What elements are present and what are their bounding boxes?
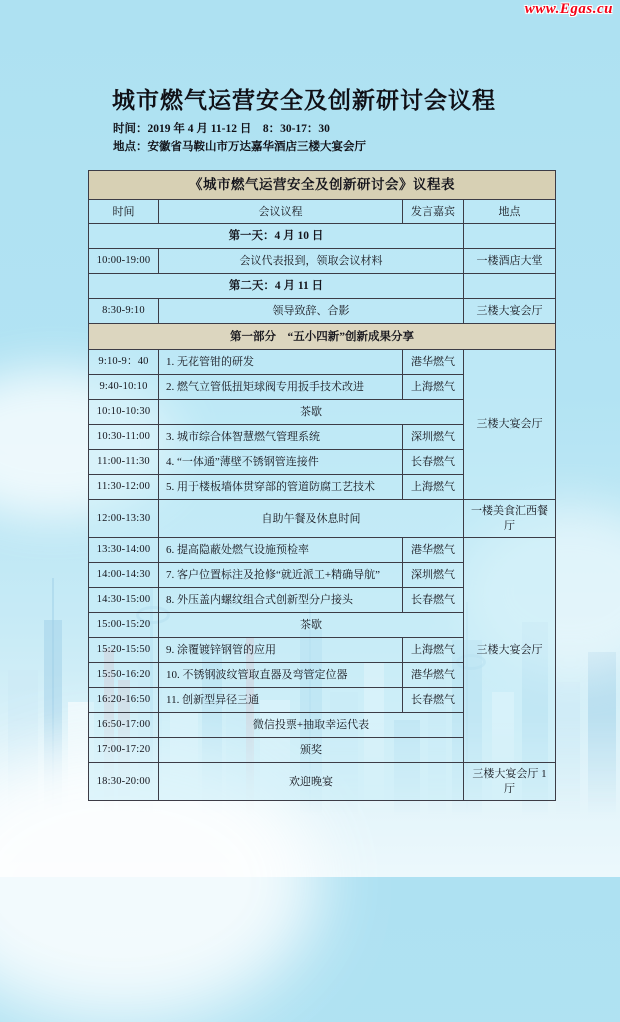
lunch-row [89,500,556,538]
time-cell: 9:10-9：40 [89,350,159,375]
agenda-cell: 2. 燃气立管低扭矩球阀专用扳手技术改进 [159,375,403,400]
location-cell-merged: 三楼大宴会厅 [464,350,556,500]
time-cell: 14:00-14:30 [89,563,159,588]
header-speaker: 发言嘉宾 [403,200,464,224]
day1-header-row [89,224,556,249]
speaker-cell: 长春燃气 [403,588,464,613]
agenda-cell: 茶歇 [159,613,464,638]
location-cell: 一楼美食汇西餐厅 [464,500,556,538]
speaker-cell: 上海燃气 [403,638,464,663]
location-cell-empty [464,224,556,249]
agenda-cell: 5. 用于楼板墙体贯穿部的管道防腐工艺技术 [159,475,403,500]
time-cell: 13:30-14:00 [89,538,159,563]
header-location: 地点 [464,200,556,224]
agenda-row [89,538,556,563]
section-header-row [89,324,556,350]
dinner-row [89,763,556,801]
agenda-cell: 9. 涂覆镀锌钢管的应用 [159,638,403,663]
agenda-cell: 颁奖 [159,738,464,763]
time-cell: 16:20-16:50 [89,688,159,713]
speaker-cell: 长春燃气 [403,450,464,475]
time-cell: 10:00-19:00 [89,249,159,274]
location-cell: 一楼酒店大堂 [464,249,556,274]
agenda-table [88,170,556,801]
table-title: 《城市燃气运营安全及创新研讨会》议程表 [89,171,556,200]
site-watermark: www.Egas.cu [524,1,613,17]
agenda-cell: 自助午餐及休息时间 [159,500,464,538]
time-cell: 18:30-20:00 [89,763,159,801]
location-cell: 三楼大宴会厅 [464,299,556,324]
time-cell: 15:20-15:50 [89,638,159,663]
time-cell: 11:30-12:00 [89,475,159,500]
meta-info [113,120,366,156]
speaker-cell: 深圳燃气 [403,425,464,450]
agenda-cell: 欢迎晚宴 [159,763,464,801]
agenda-cell: 会议代表报到，领取会议材料 [159,249,464,274]
agenda-cell: 1. 无花管钳的研发 [159,350,403,375]
day-label: 第二天：4 月 11 日 [89,274,464,299]
agenda-cell: 7. 客户位置标注及抢修“就近派工+精确导航” [159,563,403,588]
location-cell-merged: 三楼大宴会厅 [464,538,556,763]
speaker-cell: 深圳燃气 [403,563,464,588]
time-cell: 10:30-11:00 [89,425,159,450]
section-label: 第一部分 “五小四新”创新成果分享 [89,324,556,350]
speaker-cell: 上海燃气 [403,475,464,500]
speaker-cell: 上海燃气 [403,375,464,400]
meta-time-line: 时间：2019 年 4 月 11-12 日 8：30-17：30 [113,123,330,135]
agenda-cell: 微信投票+抽取幸运代表 [159,713,464,738]
time-cell: 9:40-10:10 [89,375,159,400]
day-label: 第一天：4 月 10 日 [89,224,464,249]
time-cell: 8:30-9:10 [89,299,159,324]
location-cell: 三楼大宴会厅 1厅 [464,763,556,801]
time-cell: 15:50-16:20 [89,663,159,688]
speaker-cell: 港华燃气 [403,663,464,688]
agenda-cell: 11. 创新型异径三通 [159,688,403,713]
time-cell: 15:00-15:20 [89,613,159,638]
agenda-cell: 10. 不锈钢波纹管取直器及弯管定位器 [159,663,403,688]
header-agenda: 会议议程 [159,200,403,224]
agenda-row [89,249,556,274]
location-cell-empty [464,274,556,299]
agenda-cell: 茶歇 [159,400,464,425]
agenda-row [89,299,556,324]
meta-venue-line: 地点：安徽省马鞍山市万达嘉华酒店三楼大宴会厅 [113,141,366,153]
agenda-cell: 3. 城市综合体智慧燃气管理系统 [159,425,403,450]
speaker-cell: 长春燃气 [403,688,464,713]
agenda-row [89,350,556,375]
time-cell: 11:00-11:30 [89,450,159,475]
table-title-row [89,171,556,200]
day2-header-row [89,274,556,299]
time-cell: 10:10-10:30 [89,400,159,425]
column-header-row [89,200,556,224]
header-time: 时间 [89,200,159,224]
agenda-cell: 领导致辞、合影 [159,299,464,324]
speaker-cell: 港华燃气 [403,538,464,563]
time-cell: 12:00-13:30 [89,500,159,538]
agenda-cell: 8. 外压盖内螺纹组合式创新型分户接头 [159,588,403,613]
agenda-cell: 4. “一体通”薄壁不锈钢管连接件 [159,450,403,475]
speaker-cell: 港华燃气 [403,350,464,375]
time-cell: 14:30-15:00 [89,588,159,613]
time-cell: 16:50-17:00 [89,713,159,738]
time-cell: 17:00-17:20 [89,738,159,763]
page-title: 城市燃气运营安全及创新研讨会议程 [112,88,496,113]
agenda-cell: 6. 提高隐蔽处燃气设施预检率 [159,538,403,563]
